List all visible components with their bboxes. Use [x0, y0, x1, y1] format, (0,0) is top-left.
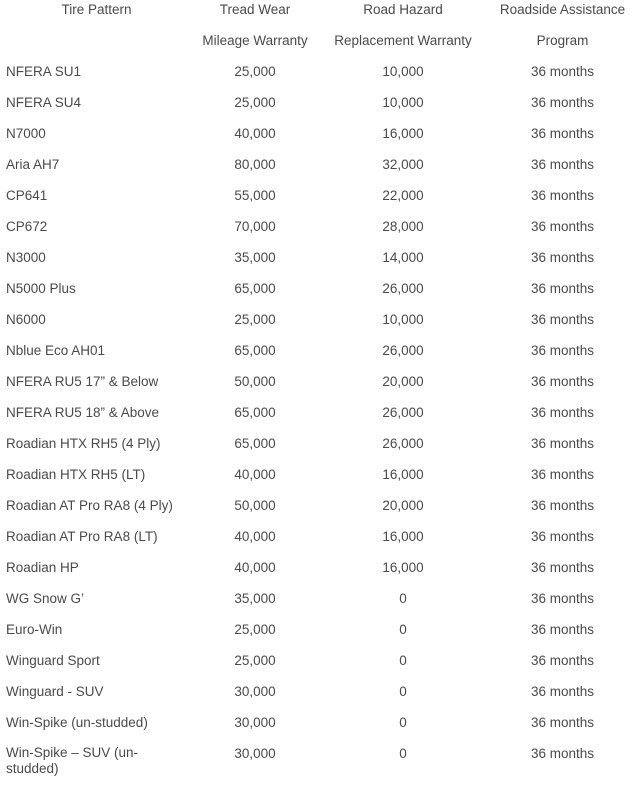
cell-roadside-assistance: 36 months: [530, 591, 595, 606]
cell-tire-pattern: Roadian HP: [6, 560, 79, 575]
cell-tread-wear: 30,000: [234, 684, 276, 699]
header-label: Mileage Warranty: [202, 33, 308, 48]
cell-tire-pattern: N6000: [6, 312, 46, 327]
table-row: [0, 93, 636, 124]
cell-tire-pattern: WG Snow G’: [6, 591, 85, 606]
table-row: [0, 403, 636, 434]
cell-tire-pattern: Aria AH7: [6, 157, 60, 172]
table-row: [0, 589, 636, 620]
cell-tire-pattern: N3000: [6, 250, 46, 265]
cell-tread-wear: 65,000: [234, 436, 276, 451]
cell-tire-pattern: N5000 Plus: [6, 281, 76, 296]
cell-roadside-assistance: 36 months: [530, 467, 595, 482]
cell-tread-wear: 25,000: [234, 64, 276, 79]
header-label: Tire Pattern: [61, 2, 132, 17]
cell-road-hazard: 32,000: [382, 157, 424, 172]
cell-tread-wear: 65,000: [234, 343, 276, 358]
cell-tire-pattern: NFERA RU5 18” & Above: [6, 405, 160, 420]
cell-tread-wear: 40,000: [234, 467, 276, 482]
table-row: [0, 682, 636, 713]
cell-roadside-assistance: 36 months: [530, 188, 595, 203]
table-row: [0, 558, 636, 589]
cell-road-hazard: 0: [399, 591, 407, 606]
table-row: [0, 248, 636, 279]
cell-tire-pattern: Winguard - SUV: [6, 684, 104, 699]
cell-tire-pattern: Roadian HTX RH5 (LT): [6, 467, 146, 482]
cell-tread-wear: 50,000: [234, 374, 276, 389]
table-row: [0, 372, 636, 403]
cell-road-hazard: 0: [399, 715, 407, 730]
header-label: Roadside Assistance: [499, 2, 626, 17]
table-row: [0, 465, 636, 496]
table-row: [0, 279, 636, 310]
cell-roadside-assistance: 36 months: [530, 715, 595, 730]
cell-road-hazard: 10,000: [382, 64, 424, 79]
cell-tread-wear: 30,000: [234, 746, 276, 761]
cell-roadside-assistance: 36 months: [530, 560, 595, 575]
cell-road-hazard: 0: [399, 622, 407, 637]
cell-tire-pattern: CP672: [6, 219, 48, 234]
cell-tread-wear: 25,000: [234, 312, 276, 327]
header-label: Tread Wear: [219, 2, 291, 17]
table-row: [0, 434, 636, 465]
table-row: [0, 651, 636, 682]
cell-road-hazard: 20,000: [382, 498, 424, 513]
cell-tread-wear: 70,000: [234, 219, 276, 234]
cell-tread-wear: 25,000: [234, 622, 276, 637]
cell-tread-wear: 30,000: [234, 715, 276, 730]
cell-tire-pattern: NFERA SU4: [6, 95, 82, 110]
cell-road-hazard: 20,000: [382, 374, 424, 389]
header-road-hazard: [317, 0, 489, 62]
cell-roadside-assistance: 36 months: [530, 374, 595, 389]
cell-road-hazard: 22,000: [382, 188, 424, 203]
table-row: [0, 217, 636, 248]
cell-roadside-assistance: 36 months: [530, 250, 595, 265]
cell-tread-wear: 65,000: [234, 405, 276, 420]
cell-roadside-assistance: 36 months: [530, 622, 595, 637]
cell-road-hazard: 26,000: [382, 343, 424, 358]
header-roadside-assistance: [489, 0, 636, 62]
cell-road-hazard: 26,000: [382, 405, 424, 420]
cell-road-hazard: 10,000: [382, 312, 424, 327]
table-row: [0, 527, 636, 558]
cell-tire-pattern: Win-Spike – SUV (un-studded): [6, 745, 139, 776]
table-row: [0, 341, 636, 372]
header-tread-wear: [193, 0, 317, 62]
cell-roadside-assistance: 36 months: [530, 653, 595, 668]
cell-road-hazard: 16,000: [382, 560, 424, 575]
cell-tread-wear: 80,000: [234, 157, 276, 172]
cell-tread-wear: 65,000: [234, 281, 276, 296]
header-label: Program: [536, 33, 589, 48]
cell-road-hazard: 0: [399, 653, 407, 668]
table-row: [0, 620, 636, 651]
table-row: [0, 62, 636, 93]
cell-roadside-assistance: 36 months: [530, 312, 595, 327]
table-body: [0, 62, 636, 784]
cell-roadside-assistance: 36 months: [530, 157, 595, 172]
cell-tread-wear: 25,000: [234, 653, 276, 668]
cell-tire-pattern: N7000: [6, 126, 46, 141]
cell-tread-wear: 35,000: [234, 591, 276, 606]
table-row: [0, 496, 636, 527]
cell-roadside-assistance: 36 months: [530, 746, 595, 761]
cell-tread-wear: 40,000: [234, 529, 276, 544]
cell-tread-wear: 40,000: [234, 126, 276, 141]
cell-tire-pattern: Winguard Sport: [6, 653, 100, 668]
cell-roadside-assistance: 36 months: [530, 343, 595, 358]
cell-tread-wear: 40,000: [234, 560, 276, 575]
cell-road-hazard: 26,000: [382, 436, 424, 451]
cell-road-hazard: 0: [399, 684, 407, 699]
table-row: [0, 310, 636, 341]
cell-tread-wear: 25,000: [234, 95, 276, 110]
cell-road-hazard: 0: [399, 746, 407, 761]
cell-road-hazard: 28,000: [382, 219, 424, 234]
cell-roadside-assistance: 36 months: [530, 529, 595, 544]
cell-tread-wear: 35,000: [234, 250, 276, 265]
cell-tire-pattern: NFERA RU5 17” & Below: [6, 374, 159, 389]
table-row: [0, 744, 636, 784]
cell-tread-wear: 50,000: [234, 498, 276, 513]
cell-tire-pattern: Nblue Eco AH01: [6, 343, 106, 358]
cell-tire-pattern: Roadian HTX RH5 (4 Ply): [6, 436, 161, 451]
cell-roadside-assistance: 36 months: [530, 684, 595, 699]
cell-roadside-assistance: 36 months: [530, 126, 595, 141]
cell-tire-pattern: Roadian AT Pro RA8 (4 Ply): [6, 498, 173, 513]
cell-tire-pattern: Roadian AT Pro RA8 (LT): [6, 529, 158, 544]
cell-road-hazard: 16,000: [382, 467, 424, 482]
table-header-row: [0, 0, 636, 62]
cell-tire-pattern: NFERA SU1: [6, 64, 82, 79]
header-label: Replacement Warranty: [334, 33, 472, 48]
cell-roadside-assistance: 36 months: [530, 436, 595, 451]
cell-road-hazard: 10,000: [382, 95, 424, 110]
cell-roadside-assistance: 36 months: [530, 219, 595, 234]
cell-road-hazard: 16,000: [382, 126, 424, 141]
table-row: [0, 124, 636, 155]
cell-tire-pattern: Euro-Win: [6, 622, 63, 637]
cell-tire-pattern: Win-Spike (un-studded): [6, 715, 148, 730]
cell-tread-wear: 55,000: [234, 188, 276, 203]
cell-roadside-assistance: 36 months: [530, 281, 595, 296]
cell-tire-pattern: CP641: [6, 188, 48, 203]
table-row: [0, 186, 636, 217]
cell-road-hazard: 16,000: [382, 529, 424, 544]
cell-roadside-assistance: 36 months: [530, 498, 595, 513]
header-tire-pattern: [0, 0, 193, 62]
header-label: Road Hazard: [363, 2, 443, 17]
cell-roadside-assistance: 36 months: [530, 95, 595, 110]
table-row: [0, 713, 636, 744]
cell-road-hazard: 26,000: [382, 281, 424, 296]
cell-roadside-assistance: 36 months: [530, 405, 595, 420]
cell-road-hazard: 14,000: [382, 250, 424, 265]
cell-roadside-assistance: 36 months: [530, 64, 595, 79]
table-row: [0, 155, 636, 186]
